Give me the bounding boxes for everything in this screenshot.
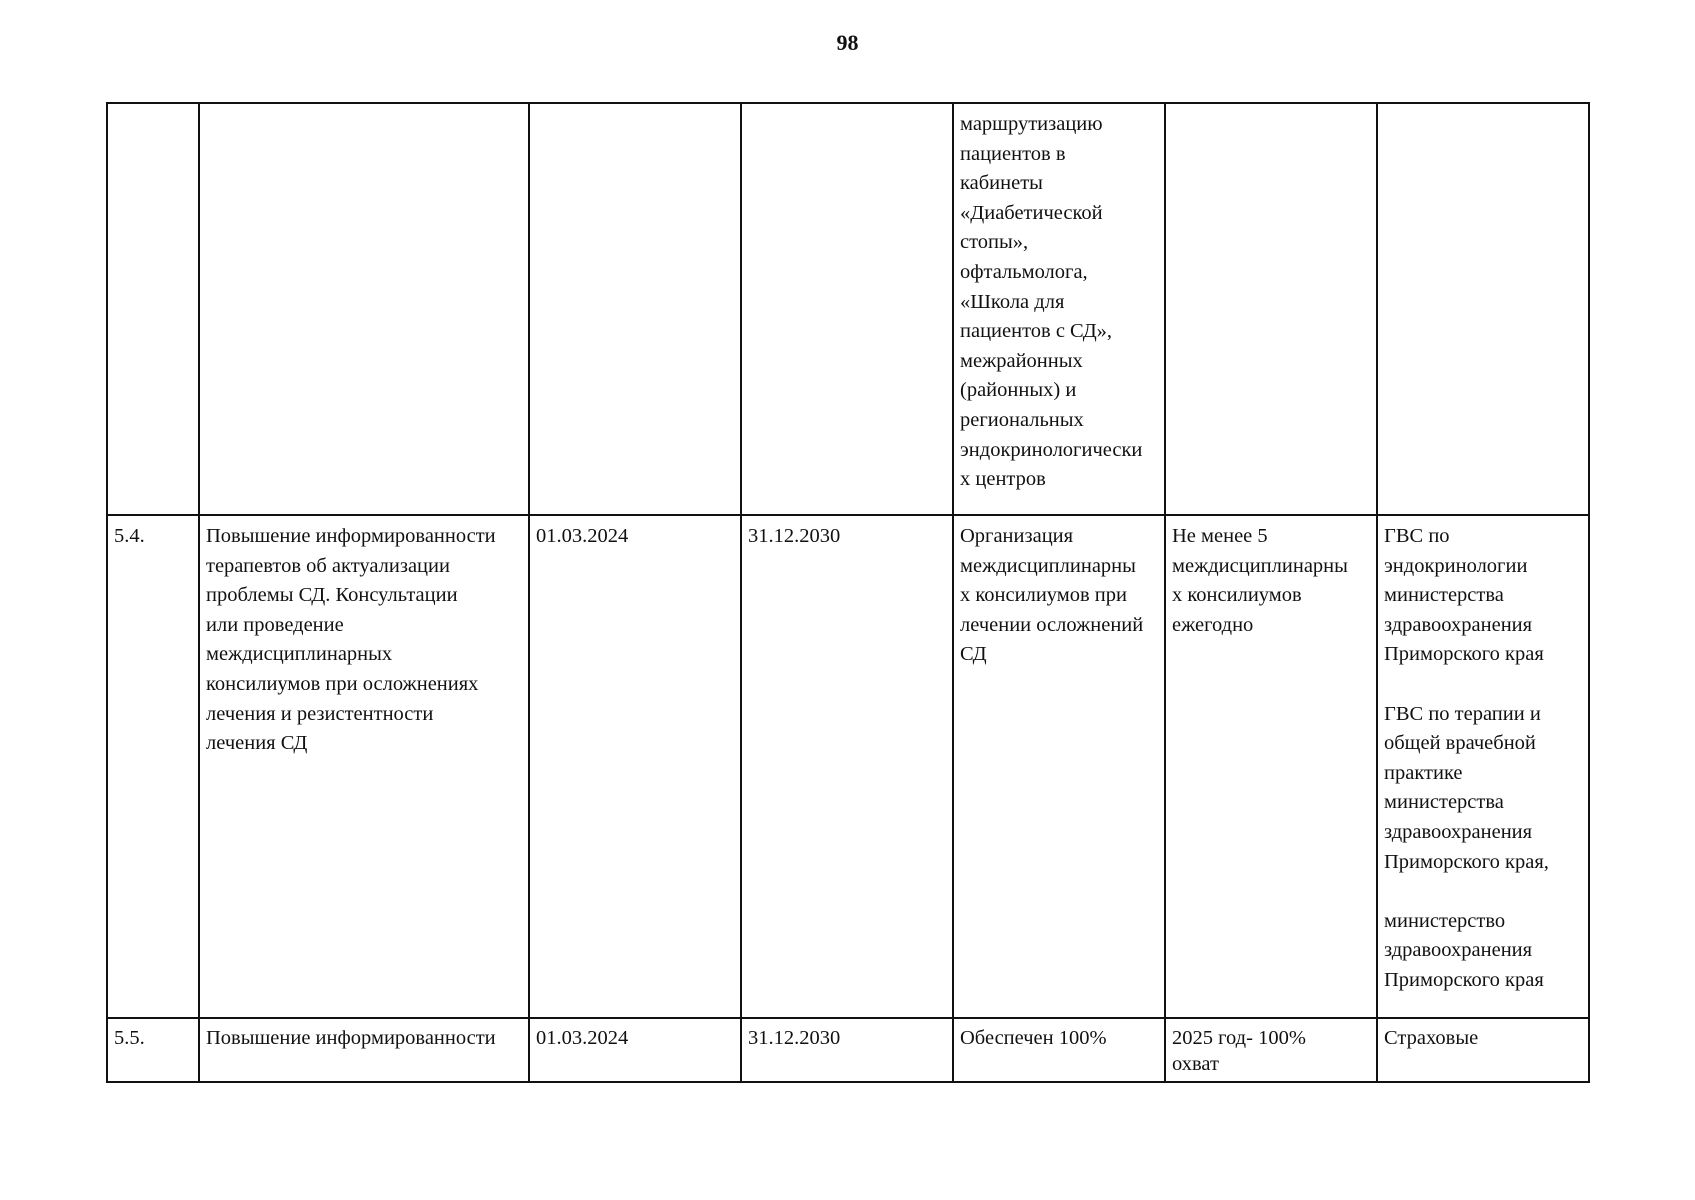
cell-responsible: Страховые: [1377, 1018, 1589, 1082]
spacer: [1384, 670, 1582, 700]
responsible-entry: ГВС по эндокринологии министерства здравоохранения Приморского края: [1384, 525, 1544, 666]
cell-end-date: [741, 103, 953, 515]
cell-measure-title: [199, 103, 529, 515]
table-row-5-4: [107, 515, 1589, 1018]
cell-start-date: [529, 103, 741, 515]
cell-measure-title: Повышение информированности терапевтов об актуализации проблемы СД. Консультации или проведение междисциплинарных консилиумов при осложнениях лечения и резистентности лечения СД: [199, 515, 529, 1018]
cell-end-date: 31.12.2030: [741, 1018, 953, 1082]
cell-measure-title: Повышение информированности: [199, 1018, 529, 1082]
cell-end-date: 31.12.2030: [741, 515, 953, 1018]
cell-expected-result: Обеспечен 100%: [953, 1018, 1165, 1082]
cell-expected-result: маршрутизацию пациентов в кабинеты «Диабетической стопы», офтальмолога, «Школа для пациентов с СД», межрайонных (районных) и региональных эндокринологически х центров: [953, 103, 1165, 515]
cell-start-date: 01.03.2024: [529, 1018, 741, 1082]
table-row-5-5: [107, 1018, 1589, 1082]
cell-indicator: [1165, 103, 1377, 515]
table-row-continuation: [107, 103, 1589, 515]
cell-responsible: [1377, 103, 1589, 515]
responsible-entry: министерство здравоохранения Приморского края: [1384, 909, 1544, 991]
responsible-entry: ГВС по терапии и общей врачебной практике министерства здравоохранения Приморского края,: [1384, 702, 1549, 873]
cell-indicator: 2025 год- 100% охват: [1165, 1018, 1377, 1082]
cell-number: 5.4.: [107, 515, 199, 1018]
cell-expected-result: Организация междисциплинарны х консилиумов при лечении осложнений СД: [953, 515, 1165, 1018]
cell-number: 5.5.: [107, 1018, 199, 1082]
cell-responsible: [1377, 515, 1589, 1018]
page-number: 98: [836, 30, 859, 55]
cell-start-date: 01.03.2024: [529, 515, 741, 1018]
spacer: [1384, 877, 1582, 907]
cell-number: [107, 103, 199, 515]
cell-indicator: Не менее 5 междисциплинарны х консилиумов ежегодно: [1165, 515, 1377, 1018]
measures-table: [106, 102, 1590, 1083]
